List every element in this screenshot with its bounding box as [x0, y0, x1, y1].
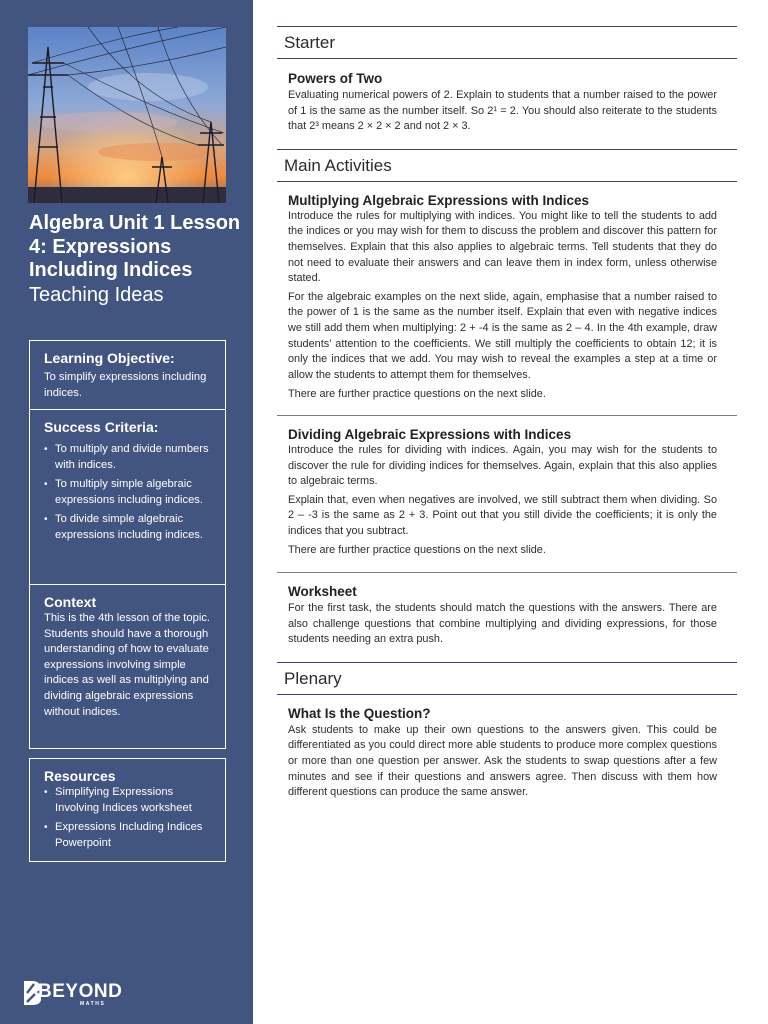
success-criteria-box [29, 409, 226, 585]
main-content [277, 26, 737, 801]
multiplying-subheading: Multiplying Algebraic Expressions with Indices [288, 192, 590, 208]
context-box [29, 584, 226, 749]
success-criteria-item: • To divide simple algebraic expressions including indices. [44, 512, 213, 543]
dividing-paragraph: There are further practice questions on the next slide. [288, 544, 546, 557]
success-criteria-item: • To multiply and divide numbers with indices. [44, 442, 213, 473]
resource-item: • Expressions Including Indices Powerpoint [44, 820, 213, 851]
resources-heading: Resources [44, 768, 116, 784]
worksheet-paragraph: For the first task, the students should match the questions with the answers. There are also challenge questions that combine multiplying and dividing expressions, for those students needing an extra push. [288, 602, 717, 646]
starter-heading: Starter [277, 26, 737, 59]
worksheet-subheading: Worksheet [288, 584, 357, 600]
sidebar [0, 0, 253, 1024]
context-heading: Context [44, 594, 97, 610]
power-lines-image [28, 27, 226, 203]
context-text: This is the 4th lesson of the topic. Students should have a thorough understanding of how to evaluate expressions involving simple indices as well as multiplying and dividing algebraic expressions without indices. [44, 612, 211, 718]
resources-list [44, 785, 213, 851]
learning-objective-text: To simplify expressions including indices. [44, 371, 207, 399]
dividing-paragraph: Introduce the rules for dividing with indices. Again, you may wish for the students to discover the rule for dividing indices for themselves. Again, explain that this also applies to algebraic terms. [288, 443, 717, 488]
multiplying-paragraph: There are further practice questions on the next slide. [288, 388, 546, 401]
learning-objective-box [29, 340, 226, 410]
resources-box [29, 758, 226, 862]
beyond-maths-logo [22, 980, 132, 1010]
lesson-title-text: Algebra Unit 1 Lesson 4: Expressions Including Indices [29, 212, 241, 281]
multiplying-paragraph: Introduce the rules for multiplying with indices. You might like to tell the students to add the indices or you may wish for them to discuss the problem and discover this pattern for themselves. Explain that this also applies to algebraic terms. Tell students that they do not need to evaluate their answers and can leave them in index form, unless otherwise stated. [288, 209, 717, 285]
plenary-paragraph: Ask students to make up their own questions to the answers given. This could be differentiated as you could direct more able students to produce more complex questions or more than one question per answer. Ask the students to swap questions after a few minutes and see if their questions and answers agree. Then discuss with them how different questions can produce the same answer. [288, 723, 717, 799]
success-criteria-item: • To multiply simple algebraic expressions including indices. [44, 477, 213, 508]
plenary-heading: Plenary [277, 662, 737, 695]
dividing-subheading: Dividing Algebraic Expressions with Indices [288, 426, 572, 442]
starter-paragraph: Evaluating numerical powers of 2. Explain to students that a number raised to the power of 1 is the same as the number itself. So 2¹ = 2. You should also reiterate to the students that 2³ means 2 × 2 × 2 and not 2 × 3. [288, 89, 717, 133]
multiplying-paragraph: For the algebraic examples on the next slide, again, emphasise that a number raised to the power of 1 is the same as the number itself. Explain that even with negative indices we still add them when multiplying: 2 + -4 is the same as 2 – 4. In the 4th example, draw students’ attention to the coefficients. We still multiply the coefficients to obtain 12; it is only the indices that we add. You may wish to reveal the examples a step at a time or allow the students to attempt them for themselves. [288, 290, 717, 381]
lesson-title [29, 212, 244, 307]
resource-item: • Simplifying Expressions Involving Indices worksheet [44, 785, 213, 816]
main-activities-heading: Main Activities [277, 149, 737, 182]
plenary-subheading: What Is the Question? [288, 705, 431, 721]
lesson-subtitle: Teaching Ideas [29, 283, 164, 306]
dividing-paragraph: Explain that, even when negatives are involved, we still subtract them when dividing. So 2 – -3 is the same as 2 + 3. Point out that you still divide the coefficients; it is only the indices that you subtract. [288, 493, 717, 537]
logo-name: BEYOND [38, 981, 123, 1002]
success-criteria-heading: Success Criteria: [44, 419, 159, 435]
logo-sub: MATHS [80, 1001, 106, 1007]
success-criteria-list [44, 442, 213, 544]
learning-objective-heading: Learning Objective: [44, 350, 175, 366]
starter-subheading: Powers of Two [288, 71, 383, 86]
